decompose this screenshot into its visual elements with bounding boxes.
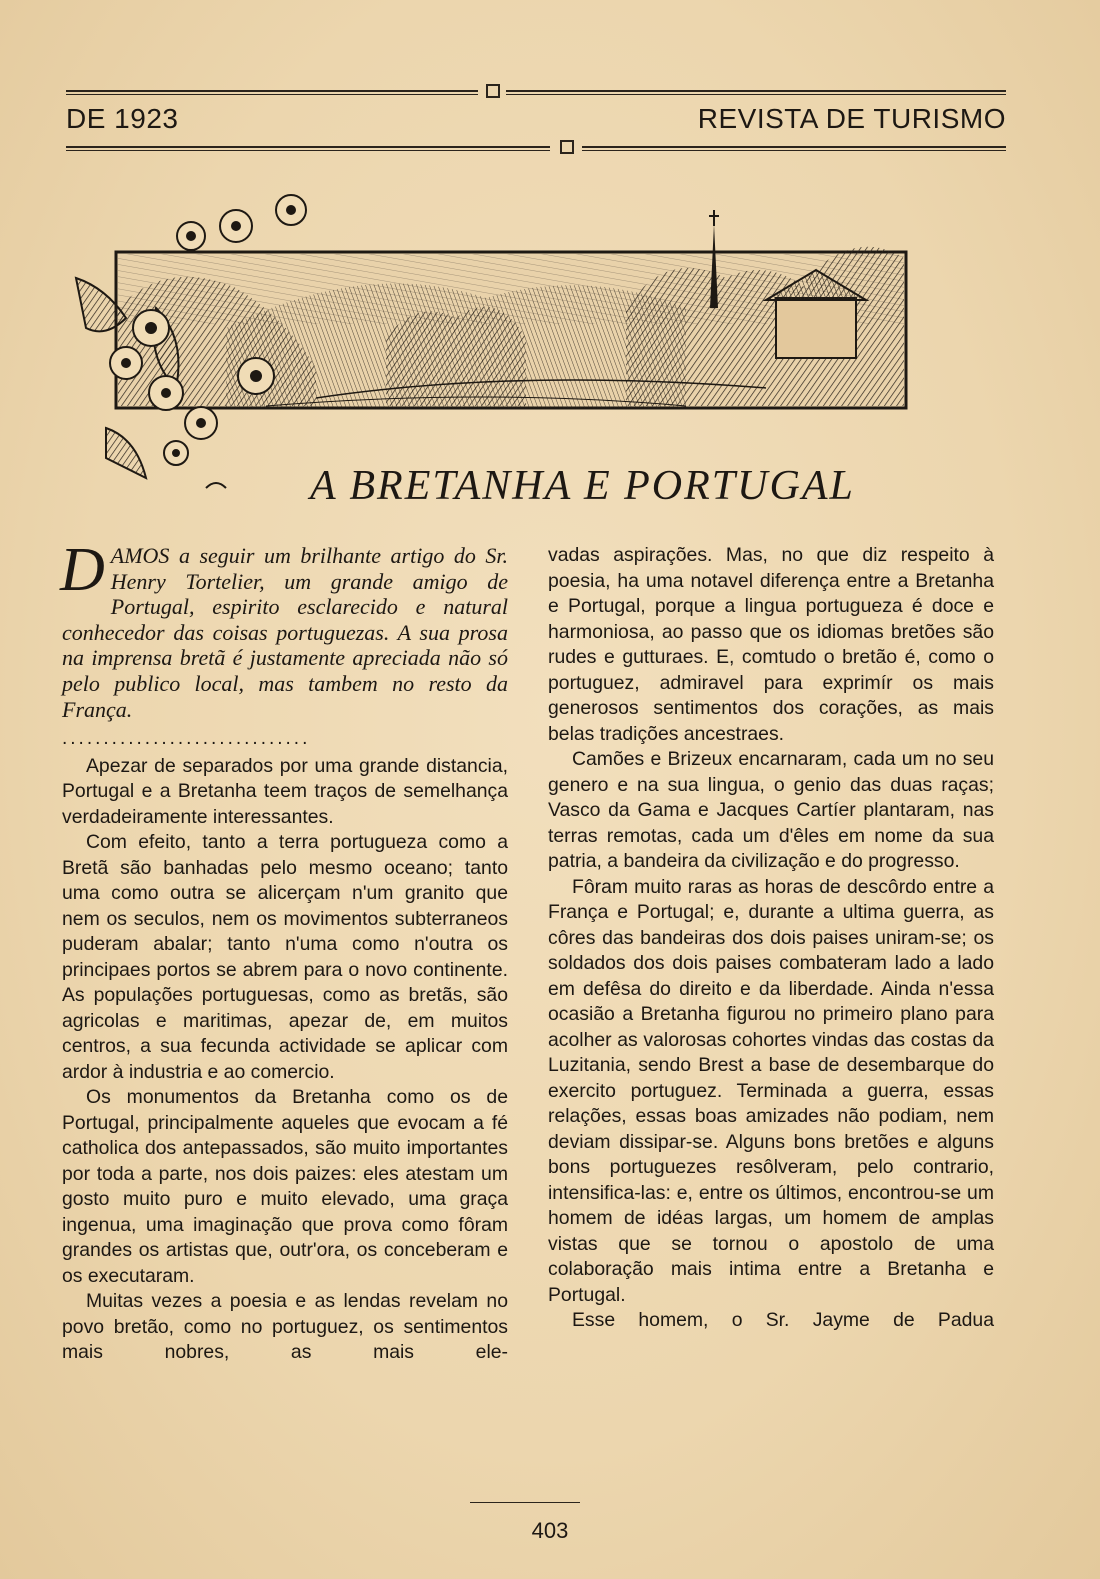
paragraph: Com efeito, tanto a terra portugueza como a Bretã são banhadas pelo mesmo oceano; tanto uma como outra se alicerçam n'um granito que nem os seculos, nem os movimentos subterraneos puderam abalar; tanto n'uma como n'outra os principaes portos se abrem para o novo continente. As populações portuguesas, como as bretãs, são agricolas e maritimas, apezar de, em muitos centros, a sua fecunda actividade se aplicar com ardor à industria e ao comercio.	[62, 831, 508, 1083]
paragraph: Fôram muito raras as horas de descôrdo entre a França e Portugal; e, durante a ultima guerra, as côres das bandeiras dos dois paises uniram-se; os soldados dos dois paises combateram lado a lado em defêsa do direito e da liberdade. Ainda n'essa ocasião a Bretanha figurou no primeiro plano para acolher as valorosas cohortes vindas das costas da Luzitania, sendo Brest a base de desembarque do exercito portuguez. Terminada a guerra, essas relações, essas boas amizades não podiam, nem deviam dissipar-se. Alguns bons bretões e alguns bons portuguezes resôlveram, pelo contrario, intensifica-las: e, entre os últimos, encontrou-se um homem de idéas largas, um homem de amplas vistas que se tornou o apostolo de uma colaboração mais intima entre a Bretanha e Portugal.	[548, 875, 994, 1306]
paragraph: vadas aspirações. Mas, no que diz respeito à poesia, ha uma notavel diferença entre a Bretanha e Portugal, porque a lingua portugueza é doce e harmoniosa, ao passo que os idiomas bretões são rudes e gutturaes. E, comtudo o bretão é, como o portuguez, admiravel para exprimír os mais generosos sentimentos dos corações, as mais belas tradições ancestraes.	[548, 544, 994, 745]
landscape-engraving-illustration	[66, 188, 926, 508]
header-year: DE 1923	[66, 103, 179, 134]
page-number-rule	[470, 1502, 580, 1503]
header-top-rule	[66, 88, 1006, 98]
right-column	[548, 543, 994, 1334]
paragraph: Muitas vezes a poesia e as lendas revelam no povo bretão, como no portuguez, os sentimentos mais nobres, as mais ele-	[62, 1290, 508, 1364]
page-number: 403	[531, 1518, 569, 1543]
dotted-separator: ..............................	[62, 728, 311, 750]
article-intro	[60, 536, 508, 722]
paragraph: Esse homem, o Sr. Jayme de Padua	[572, 1309, 994, 1331]
drop-cap: D	[60, 536, 105, 604]
header-bottom-rule	[66, 144, 1006, 154]
intro-text: AMOS a seguir um brilhante artigo do Sr. Henry Tortelier, um grande amigo de Portugal, espirito esclarecido e natural conhecedor das coisas portuguezas. A sua prosa na imprensa bretã é justamente apreciada não só pelo publico local, mas tambem no resto da França.	[62, 543, 508, 722]
paragraph: Apezar de separados por uma grande distancia, Portugal e a Bretanha teem traços de semelhança verdadeiramente interessantes.	[62, 754, 508, 828]
paragraph: Camões e Brizeux encarnaram, cada um no seu genero e na sua lingua, o genio das duas raças; Vasco da Gama e Jacques Cartíer plantaram, nas terras remotas, cada um d'êles em nome da sua patria, a bandeira da civilização e do progresso.	[548, 748, 994, 872]
paragraph: Os monumentos da Bretanha como os de Portugal, principalmente aqueles que evocam a fé catholica dos antepassados, são muito importantes por toda a parte, nos dois paizes: eles atestam um gosto muito puro e muito elevado, uma graça ingenua, uma imaginação que prova como fôram grandes os artistas que, outr'ora, os conceberam e os executaram.	[62, 1086, 508, 1287]
left-column	[60, 536, 508, 1366]
article-title: A BRETANHA E PORTUGAL	[310, 463, 855, 509]
header-magazine-title: REVISTA DE TURISMO	[697, 103, 1006, 134]
